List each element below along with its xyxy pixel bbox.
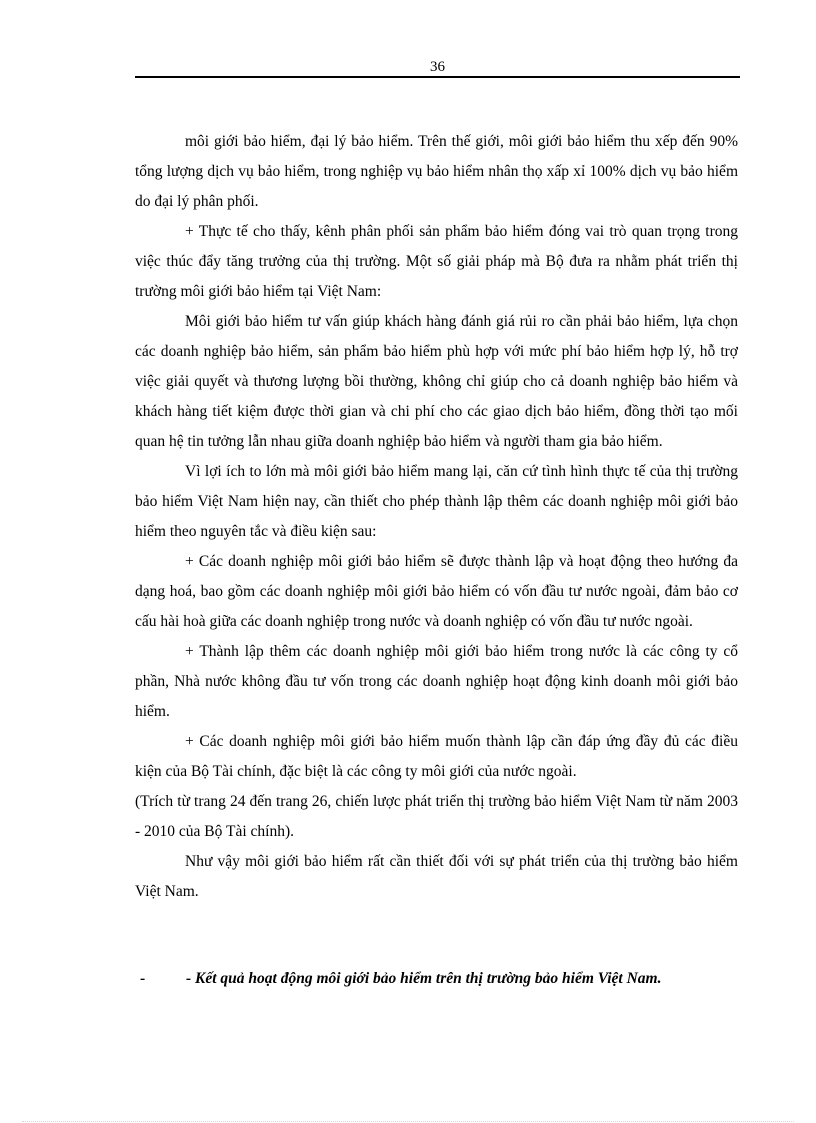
page-number: 36: [430, 59, 445, 75]
paragraph-broker-benefits: Môi giới bảo hiểm tư vấn giúp khách hàng đánh giá rủi ro cần phải bảo hiểm, lựa chọn các doanh nghiệp bảo hiểm, sản phẩm bảo hiểm phù hợp với mức phí bảo hiểm hợp lý, hỗ trợ việc giải quyết và thương lượng bồi thường, không chỉ giúp cho cả doanh nghiệp bảo hiểm và khách hàng tiết kiệm được thời gian và chi phí cho các giao dịch bảo hiểm, đồng thời tạo mối quan hệ tin tưởng lẫn nhau giữa doanh nghiệp bảo hiểm và người tham gia bảo hiểm.: [135, 313, 738, 450]
paragraph-citation: (Trích từ trang 24 đến trang 26, chiến lược phát triển thị trường bảo hiểm Việt Nam từ năm 2003 - 2010 của Bộ Tài chính).: [135, 793, 738, 840]
paragraph-diversification: + Các doanh nghiệp môi giới bảo hiểm sẽ được thành lập và hoạt động theo hướng đa dạng hoá, bao gồm các doanh nghiệp môi giới bảo hiểm có vốn đầu tư nước ngoài, đảm bảo cơ cấu hài hoà giữa các doanh nghiệp trong nước và doanh nghiệp có vốn đầu tư nước ngoài.: [135, 553, 738, 630]
paragraph-conclusion: Như vậy môi giới bảo hiểm rất cần thiết đối với sự phát triển của thị trường bảo hiểm Việt Nam.: [135, 853, 738, 900]
heading-text: - Kết quả hoạt động môi giới bảo hiểm trên thị trường bảo hiểm Việt Nam.: [186, 970, 662, 987]
paragraph-intro: môi giới bảo hiểm, đại lý bảo hiểm. Trên thế giới, môi giới bảo hiểm thu xếp đến 90% tổng lượng dịch vụ bảo hiểm, trong nghiệp vụ bảo hiểm nhân thọ xấp xỉ 100% dịch vụ bảo hiểm do đại lý phân phối.: [135, 133, 738, 210]
paragraph-joint-stock: + Thành lập thêm các doanh nghiệp môi giới bảo hiểm trong nước là các công ty cổ phần, Nhà nước không đầu tư vốn trong các doanh nghiệp hoạt động kinh doanh môi giới bảo hiểm.: [135, 643, 738, 720]
page-bottom-border: [22, 1121, 794, 1122]
section-heading: [140, 964, 740, 994]
paragraph-conditions: + Các doanh nghiệp môi giới bảo hiểm muốn thành lập cần đáp ứng đầy đủ các điều kiện của Bộ Tài chính, đặc biệt là các công ty môi giới của nước ngoài.: [135, 733, 738, 780]
document-body: [135, 127, 738, 907]
heading-bullet: -: [140, 970, 146, 987]
paragraph-establishment: Vì lợi ích to lớn mà môi giới bảo hiểm mang lại, căn cứ tình hình thực tế của thị trường bảo hiểm Việt Nam hiện nay, cần thiết cho phép thành lập thêm các doanh nghiệp môi giới bảo hiểm theo nguyên tắc và điều kiện sau:: [135, 463, 738, 540]
header-rule: [135, 76, 740, 78]
paragraph-distribution-role: + Thực tế cho thấy, kênh phân phối sản phẩm bảo hiểm đóng vai trò quan trọng trong việc thúc đẩy tăng trưởng của thị trường. Một số giải pháp mà Bộ đưa ra nhằm phát triển thị trường môi giới bảo hiểm tại Việt Nam:: [135, 223, 738, 300]
